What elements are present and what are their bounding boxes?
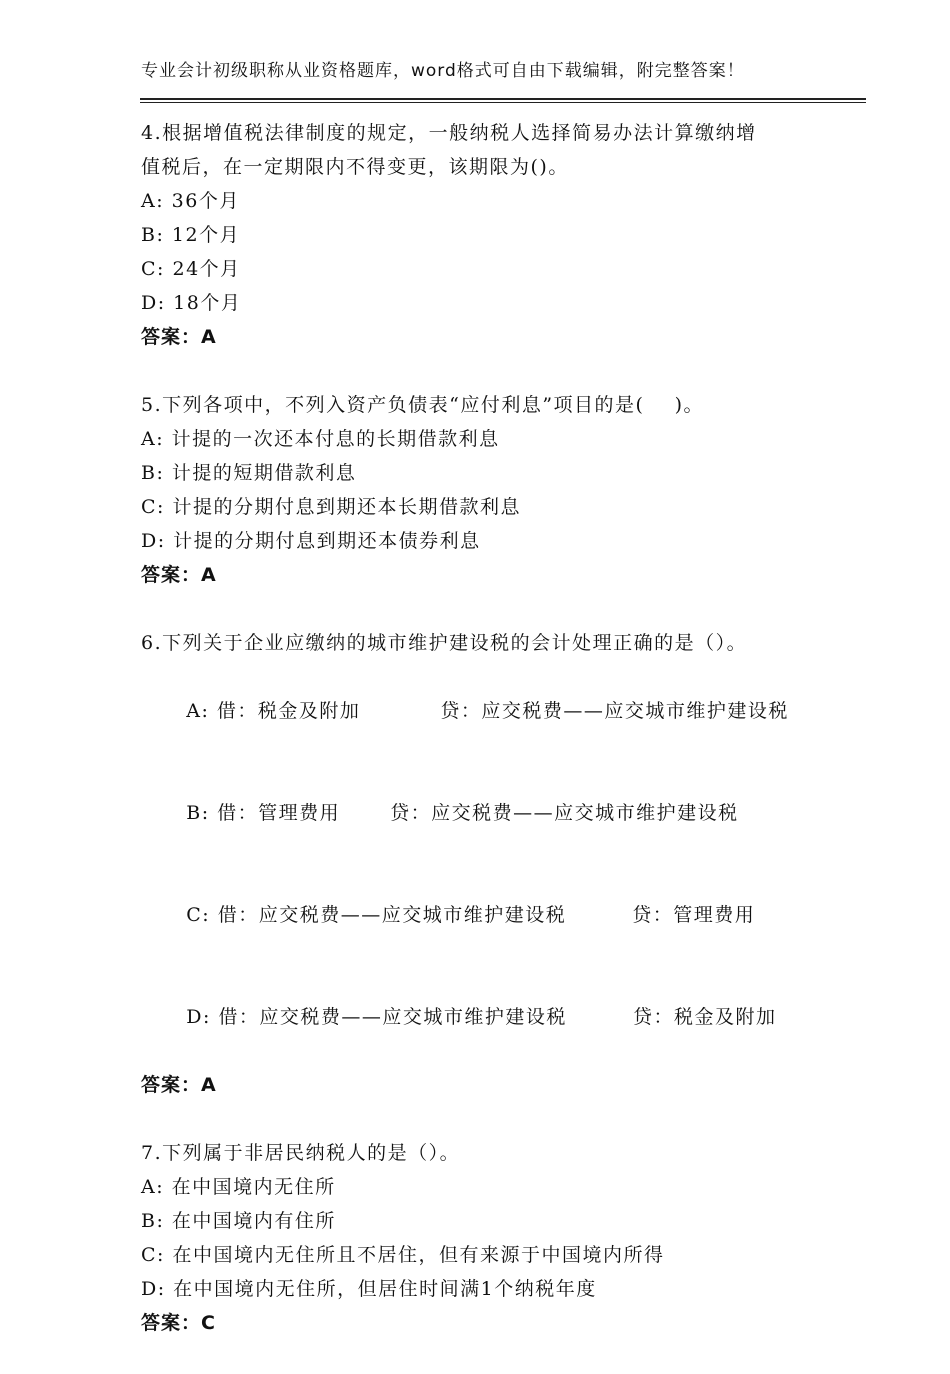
option-a: A: 计提的一次还本付息的长期借款利息 <box>141 428 500 450</box>
option-a <box>141 660 841 762</box>
option-debit: B: 借：管理费用 <box>186 802 341 824</box>
option-c: C: 24个月 <box>141 258 241 280</box>
option-d <box>141 966 841 1068</box>
option-a: A: 在中国境内无住所 <box>141 1176 336 1198</box>
answer: 答案：C <box>141 1312 216 1334</box>
option-c <box>141 864 841 966</box>
option-credit: 贷：税金及附加 <box>632 1006 777 1028</box>
page-header: 专业会计初级职称从业资格题库，word格式可自由下载编辑，附完整答案！ <box>141 61 745 81</box>
question-5 <box>141 388 841 592</box>
option-b: B: 计提的短期借款利息 <box>141 462 357 484</box>
question-stem: 值税后，在一定期限内不得变更，该期限为()。 <box>141 156 569 178</box>
option-d: D: 在中国境内无住所，但居住时间满1个纳税年度 <box>141 1278 597 1300</box>
option-d: D: 18个月 <box>141 292 242 314</box>
question-stem: 5.下列各项中，不列入资产负债表“应付利息”项目的是( )。 <box>141 394 705 416</box>
option-c: C: 在中国境内无住所且不居住，但有来源于中国境内所得 <box>141 1244 665 1266</box>
question-7 <box>141 1136 841 1340</box>
answer: 答案：A <box>141 326 217 348</box>
option-c: C: 计提的分期付息到期还本长期借款利息 <box>141 496 521 518</box>
option-a: A: 36个月 <box>141 190 240 212</box>
option-credit: 贷：应交税费——应交城市维护建设税 <box>390 802 739 824</box>
option-d: D: 计提的分期付息到期还本债券利息 <box>141 530 481 552</box>
question-stem: 4.根据增值税法律制度的规定，一般纳税人选择简易办法计算缴纳增 <box>141 122 757 144</box>
option-credit: 贷：管理费用 <box>632 904 756 926</box>
question-stem: 6.下列关于企业应缴纳的城市维护建设税的会计处理正确的是（）。 <box>141 632 748 654</box>
answer: 答案：A <box>141 564 217 586</box>
option-credit: 贷：应交税费——应交城市维护建设税 <box>440 700 789 722</box>
question-list <box>141 116 841 1374</box>
question-stem: 7.下列属于非居民纳税人的是（）。 <box>141 1142 461 1164</box>
option-debit: D: 借：应交税费——应交城市维护建设税 <box>186 1006 567 1028</box>
answer: 答案：A <box>141 1074 217 1096</box>
header-rule-thick <box>140 98 866 100</box>
question-6 <box>141 626 841 1102</box>
option-b: B: 12个月 <box>141 224 241 246</box>
option-b <box>141 762 841 864</box>
question-4 <box>141 116 841 354</box>
option-debit: A: 借：税金及附加 <box>186 700 361 722</box>
header-rule-thin <box>140 102 866 103</box>
option-debit: C: 借：应交税费——应交城市维护建设税 <box>186 904 567 926</box>
option-b: B: 在中国境内有住所 <box>141 1210 336 1232</box>
